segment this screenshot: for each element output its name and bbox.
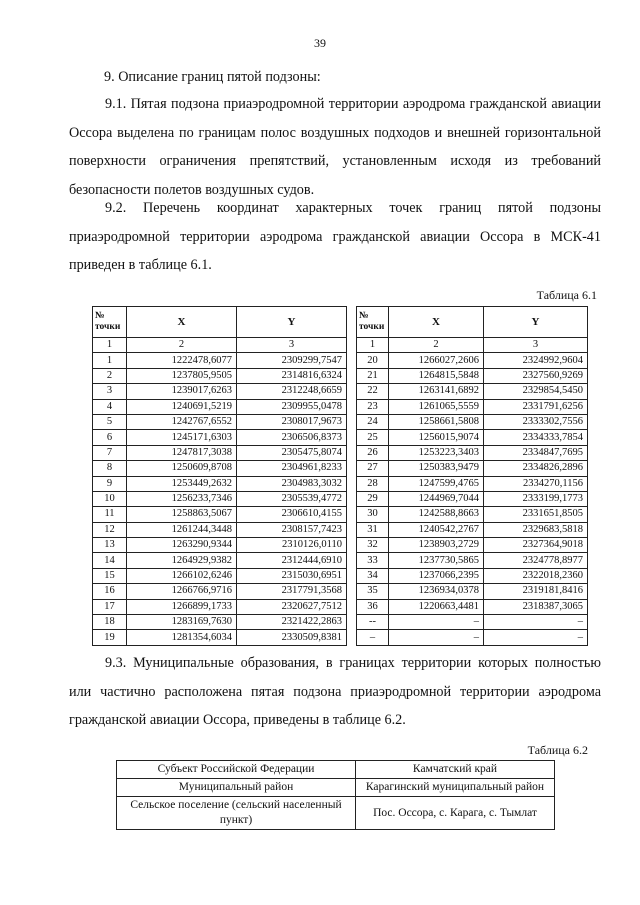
y-coordinate-cell: 2334847,7695 [484,445,588,460]
point-number-cell: 33 [357,553,389,568]
y-coordinate-cell: 2334826,2896 [484,461,588,476]
x-coordinate-cell: 1245171,6303 [127,430,237,445]
y-coordinate-cell: 2334333,7854 [484,430,588,445]
subject-value: Камчатский край [356,761,555,779]
y-coordinate-cell: 2309299,7547 [237,353,347,368]
y-coordinate-cell: 2317791,3568 [237,584,347,599]
header-y: Y [237,307,347,338]
y-coordinate-cell: 2310126,0110 [237,538,347,553]
y-coordinate-cell: 2324778,8977 [484,553,588,568]
point-number-cell: 18 [93,615,127,630]
header-x: X [127,307,237,338]
table-row [357,615,588,630]
table-6-2-caption: Таблица 6.2 [527,743,588,757]
x-coordinate-cell: 1263141,6892 [389,384,484,399]
y-coordinate-cell: 2331791,6256 [484,399,588,414]
table-row [357,553,588,568]
x-coordinate-cell: 1261065,5559 [389,399,484,414]
point-number-cell: 16 [93,584,127,599]
page-number: 39 [314,36,326,50]
header-x: X [389,307,484,338]
y-coordinate-cell: 2315030,6951 [237,568,347,583]
table-row [93,399,347,414]
table-row [357,599,588,614]
x-coordinate-cell: 1263290,9344 [127,538,237,553]
y-coordinate-cell: 2308157,7423 [237,522,347,537]
table-row [93,353,347,368]
point-number-cell: 36 [357,599,389,614]
paragraph-9-3 [69,649,601,735]
table-row [93,568,347,583]
point-number-cell: 34 [357,568,389,583]
section-heading: 9. Описание границ пятой подзоны: [104,69,321,85]
y-coordinate-cell: 2322018,2360 [484,568,588,583]
table-row [357,368,588,383]
header-point-number: № точки [357,307,389,338]
table-row [357,414,588,429]
table-row [93,430,347,445]
point-number-cell: 3 [93,384,127,399]
y-coordinate-cell: 2318387,3065 [484,599,588,614]
x-coordinate-cell: 1253449,2632 [127,476,237,491]
point-number-cell: 13 [93,538,127,553]
point-number-cell: 29 [357,491,389,506]
x-coordinate-cell: – [389,615,484,630]
x-coordinate-cell: – [389,630,484,645]
y-coordinate-cell: 2312248,6659 [237,384,347,399]
y-coordinate-cell: 2314816,6324 [237,368,347,383]
y-coordinate-cell: 2321422,2863 [237,615,347,630]
point-number-cell: 4 [93,399,127,414]
table-row [93,630,347,645]
table-row [93,599,347,614]
point-number-cell: 5 [93,414,127,429]
paragraph-9-2-text: 9.2. Перечень координат характерных точек границ пятой подзоны приаэродромной территории аэродрома гражданской авиации Оссора в МСК-41 приведен в таблице 6.1. [69,200,601,273]
table-row [93,445,347,460]
point-number-cell: 9 [93,476,127,491]
point-number-cell: 23 [357,399,389,414]
x-coordinate-cell: 1238903,2729 [389,538,484,553]
table-row [357,507,588,522]
y-coordinate-cell: – [484,630,588,645]
table-row [357,384,588,399]
district-value: Карагинский муниципальный район [356,779,555,797]
paragraph-9-3-text: 9.3. Муниципальные образования, в границах территории которых полностью или частично расположена пятая подзона приаэродромной территории аэродрома гражданской авиации Оссора, приведены в таблице 6.2. [69,655,601,728]
coordinates-table-right [356,306,588,646]
table-row [357,491,588,506]
table-row [93,384,347,399]
point-number-cell: 30 [357,507,389,522]
table-row [93,461,347,476]
point-number-cell: 22 [357,384,389,399]
table-row [93,414,347,429]
point-number-cell: 10 [93,491,127,506]
district-label: Муниципальный район [117,779,356,797]
point-number-cell: 25 [357,430,389,445]
point-number-cell: 6 [93,430,127,445]
x-coordinate-cell: 1247599,4765 [389,476,484,491]
x-coordinate-cell: 1250609,8708 [127,461,237,476]
point-number-cell: 28 [357,476,389,491]
point-number-cell: 8 [93,461,127,476]
header-index-1: 1 [357,338,389,353]
point-number-cell: 7 [93,445,127,460]
y-coordinate-cell: 2324992,9604 [484,353,588,368]
x-coordinate-cell: 1236934,0378 [389,584,484,599]
x-coordinate-cell: 1240542,2767 [389,522,484,537]
x-coordinate-cell: 1237805,9505 [127,368,237,383]
x-coordinate-cell: 1264929,9382 [127,553,237,568]
y-coordinate-cell: 2334270,1156 [484,476,588,491]
y-coordinate-cell: – [484,615,588,630]
subject-label: Субъект Российской Федерации [117,761,356,779]
y-coordinate-cell: 2308017,9673 [237,414,347,429]
point-number-cell: 17 [93,599,127,614]
point-number-cell: 32 [357,538,389,553]
x-coordinate-cell: 1250383,9479 [389,461,484,476]
x-coordinate-cell: 1242767,6552 [127,414,237,429]
x-coordinate-cell: 1264815,5848 [389,368,484,383]
municipalities-table [116,760,555,830]
table-row [93,584,347,599]
settlement-label: Сельское поселение (сельский населенный пункт) [117,797,356,830]
y-coordinate-cell: 2306610,4155 [237,507,347,522]
table-row [93,615,347,630]
table-row [93,368,347,383]
point-number-cell: 15 [93,568,127,583]
x-coordinate-cell: 1266766,9716 [127,584,237,599]
point-number-cell: 26 [357,445,389,460]
y-coordinate-cell: 2333199,1773 [484,491,588,506]
table-row [93,491,347,506]
table-row [357,630,588,645]
table-row [357,584,588,599]
x-coordinate-cell: 1256015,9074 [389,430,484,445]
table-row [357,476,588,491]
table-row [93,538,347,553]
paragraph-9-1-text: 9.1. Пятая подзона приаэродромной территории аэродрома гражданской авиации Оссора выделена по границам полос воздушных подходов и внешней горизонтальной поверхности ограничения препятствий, установленным исходя из требований безопасности полетов воздушных судов. [69,96,601,198]
x-coordinate-cell: 1258863,5067 [127,507,237,522]
table-row [93,476,347,491]
x-coordinate-cell: 1244969,7044 [389,491,484,506]
coordinates-table-left [92,306,347,646]
paragraph-9-1 [69,90,601,204]
x-coordinate-cell: 1261244,3448 [127,522,237,537]
y-coordinate-cell: 2320627,7512 [237,599,347,614]
table-row [357,399,588,414]
y-coordinate-cell: 2330509,8381 [237,630,347,645]
y-coordinate-cell: 2327560,9269 [484,368,588,383]
point-number-cell: 21 [357,368,389,383]
y-coordinate-cell: 2309955,0478 [237,399,347,414]
x-coordinate-cell: 1281354,6034 [127,630,237,645]
point-number-cell: 12 [93,522,127,537]
point-number-cell: 31 [357,522,389,537]
table-row [357,353,588,368]
y-coordinate-cell: 2305475,8074 [237,445,347,460]
x-coordinate-cell: 1222478,6077 [127,353,237,368]
x-coordinate-cell: 1220663,4481 [389,599,484,614]
x-coordinate-cell: 1239017,6263 [127,384,237,399]
header-index-3: 3 [237,338,347,353]
table-row [357,430,588,445]
y-coordinate-cell: 2331651,8505 [484,507,588,522]
settlement-value: Пос. Оссора, с. Карага, с. Тымлат [356,797,555,830]
y-coordinate-cell: 2329854,5450 [484,384,588,399]
y-coordinate-cell: 2327364,9018 [484,538,588,553]
point-number-cell: 24 [357,414,389,429]
header-index-3: 3 [484,338,588,353]
point-number-cell: 1 [93,353,127,368]
x-coordinate-cell: 1266027,2606 [389,353,484,368]
x-coordinate-cell: 1258661,5808 [389,414,484,429]
x-coordinate-cell: 1266899,1733 [127,599,237,614]
paragraph-9-2 [69,194,601,280]
point-number-cell: 27 [357,461,389,476]
point-number-cell: – [357,630,389,645]
table-row [93,522,347,537]
header-y: Y [484,307,588,338]
y-coordinate-cell: 2329683,5818 [484,522,588,537]
point-number-cell: 20 [357,353,389,368]
point-number-cell: -- [357,615,389,630]
x-coordinate-cell: 1237730,5865 [389,553,484,568]
x-coordinate-cell: 1240691,5219 [127,399,237,414]
y-coordinate-cell: 2304983,3032 [237,476,347,491]
table-6-1-caption: Таблица 6.1 [536,288,597,302]
point-number-cell: 2 [93,368,127,383]
point-number-cell: 35 [357,584,389,599]
point-number-cell: 14 [93,553,127,568]
x-coordinate-cell: 1256233,7346 [127,491,237,506]
x-coordinate-cell: 1237066,2395 [389,568,484,583]
header-point-number: № точки [93,307,127,338]
table-row [357,445,588,460]
y-coordinate-cell: 2306506,8373 [237,430,347,445]
point-number-cell: 19 [93,630,127,645]
header-index-1: 1 [93,338,127,353]
header-index-2: 2 [389,338,484,353]
point-number-cell: 11 [93,507,127,522]
x-coordinate-cell: 1247817,3038 [127,445,237,460]
table-row [93,553,347,568]
y-coordinate-cell: 2333302,7556 [484,414,588,429]
table-row [357,522,588,537]
y-coordinate-cell: 2304961,8233 [237,461,347,476]
y-coordinate-cell: 2319181,8416 [484,584,588,599]
header-index-2: 2 [127,338,237,353]
coordinates-table-left-body [93,353,347,645]
coordinates-table-right-body [357,353,588,645]
x-coordinate-cell: 1283169,7630 [127,615,237,630]
y-coordinate-cell: 2312444,6910 [237,553,347,568]
table-row [357,538,588,553]
x-coordinate-cell: 1266102,6246 [127,568,237,583]
table-row [93,507,347,522]
table-row [357,461,588,476]
table-row [357,568,588,583]
x-coordinate-cell: 1253223,3403 [389,445,484,460]
y-coordinate-cell: 2305539,4772 [237,491,347,506]
x-coordinate-cell: 1242588,8663 [389,507,484,522]
